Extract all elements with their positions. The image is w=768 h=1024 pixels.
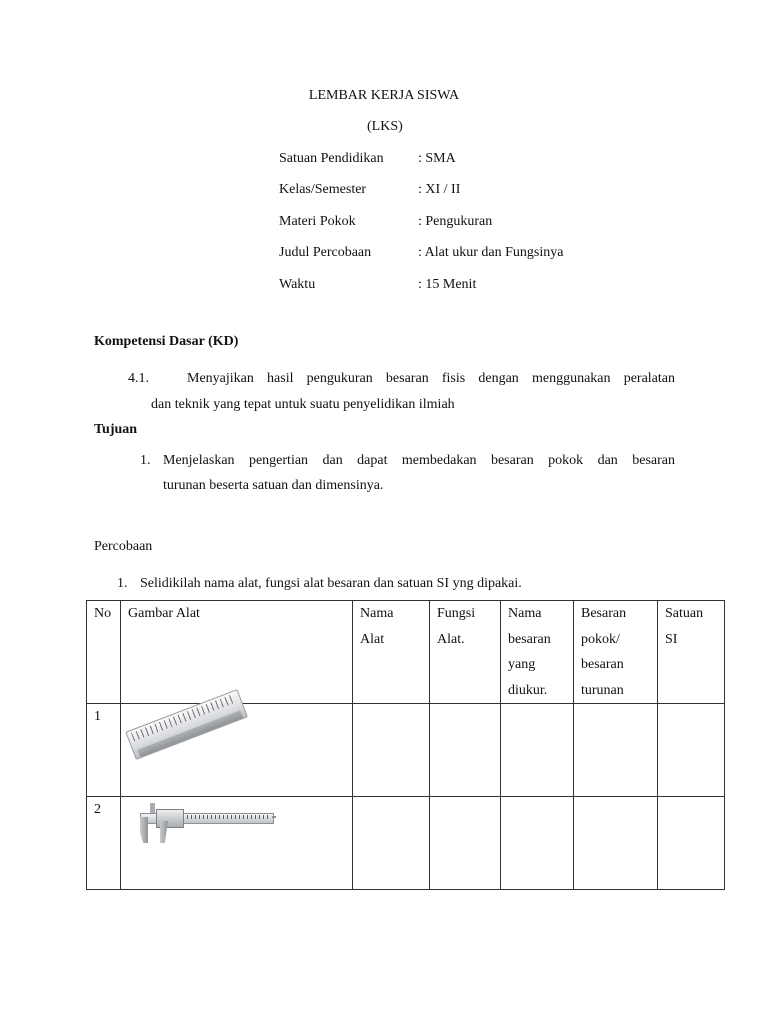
answer-cell[interactable] xyxy=(574,704,658,797)
header-line: SI xyxy=(665,631,678,647)
identity-label: Judul Percobaan xyxy=(279,245,372,260)
tujuan-number: 1. xyxy=(140,453,151,468)
ruler-image xyxy=(128,704,328,794)
header-nama-alat xyxy=(353,601,430,704)
header-line: diukur. xyxy=(508,682,548,698)
header-line: besaran xyxy=(508,631,551,647)
kd-text-line1: Menyajikan hasil pengukuran besaran fisis dengan menggunakan peralatan xyxy=(187,371,675,386)
header-satuan-si xyxy=(658,601,725,704)
answer-cell[interactable] xyxy=(430,797,501,890)
header-line: Alat. xyxy=(437,631,465,647)
row-number: 2 xyxy=(87,797,121,890)
answer-cell[interactable] xyxy=(430,704,501,797)
answer-cell[interactable] xyxy=(501,704,574,797)
image-cell xyxy=(121,704,353,797)
identity-value: : Alat ukur dan Fungsinya xyxy=(418,245,564,260)
header-line: No xyxy=(94,606,112,621)
identity-value: : SMA xyxy=(418,151,456,166)
document-subtitle: (LKS) xyxy=(367,119,403,134)
identity-value: : XI / II xyxy=(418,182,461,197)
header-line: turunan xyxy=(581,682,624,698)
answer-cell[interactable] xyxy=(574,797,658,890)
answer-cell[interactable] xyxy=(353,704,430,797)
identity-value: : 15 Menit xyxy=(418,277,477,292)
tujuan-text-line1: Menjelaskan pengertian dan dapat membedakan besaran pokok dan besaran xyxy=(163,453,675,468)
kd-heading: Kompetensi Dasar (KD) xyxy=(94,334,239,349)
table-row xyxy=(87,797,725,890)
identity-value: : Pengukuran xyxy=(418,214,493,229)
answer-cell[interactable] xyxy=(353,797,430,890)
header-line: Nama xyxy=(360,606,394,621)
header-line: Fungsi xyxy=(437,606,476,621)
table-row xyxy=(87,704,725,797)
header-line: Satuan xyxy=(665,606,704,621)
identity-label: Materi Pokok xyxy=(279,214,356,229)
tujuan-text-line2: turunan beserta satuan dan dimensinya. xyxy=(163,478,384,493)
header-line: yang xyxy=(508,657,536,672)
answer-cell[interactable] xyxy=(658,797,725,890)
caliper-depth-rod xyxy=(272,816,276,818)
percobaan-instruction: Selidikilah nama alat, fungsi alat besaran dan satuan SI yng dipakai. xyxy=(140,576,522,591)
header-no xyxy=(87,601,121,704)
identity-label: Satuan Pendidikan xyxy=(279,151,384,166)
header-nama-besaran xyxy=(501,601,574,704)
header-line: Gambar Alat xyxy=(128,606,200,621)
caliper-fixed-jaw xyxy=(140,817,148,843)
header-fungsi-alat xyxy=(430,601,501,704)
table-header-row xyxy=(87,601,725,704)
row-number: 1 xyxy=(87,704,121,797)
identity-label: Waktu xyxy=(279,277,316,292)
answer-cell[interactable] xyxy=(658,704,725,797)
percobaan-heading: Percobaan xyxy=(94,539,153,554)
tujuan-heading: Tujuan xyxy=(94,422,138,437)
vernier-caliper-image xyxy=(128,797,328,887)
caliper-graphic xyxy=(134,803,274,845)
percobaan-number: 1. xyxy=(117,576,128,591)
header-line: Besaran xyxy=(581,606,627,621)
document-title: LEMBAR KERJA SISWA xyxy=(308,88,460,103)
header-line: pokok/ xyxy=(581,631,620,647)
header-besaran-pokok-turunan xyxy=(574,601,658,704)
header-line: besaran xyxy=(581,657,624,672)
answer-cell[interactable] xyxy=(501,797,574,890)
image-cell xyxy=(121,797,353,890)
header-gambar-alat xyxy=(121,601,353,704)
header-line: Alat xyxy=(360,631,385,647)
caliper-moving-jaw xyxy=(160,821,168,843)
identity-label: Kelas/Semester xyxy=(279,182,367,197)
kd-number: 4.1. xyxy=(128,371,149,386)
kd-text-line2: dan teknik yang tepat untuk suatu penyelidikan ilmiah xyxy=(151,397,455,412)
observation-table xyxy=(86,600,725,890)
header-line: Nama xyxy=(508,606,542,621)
